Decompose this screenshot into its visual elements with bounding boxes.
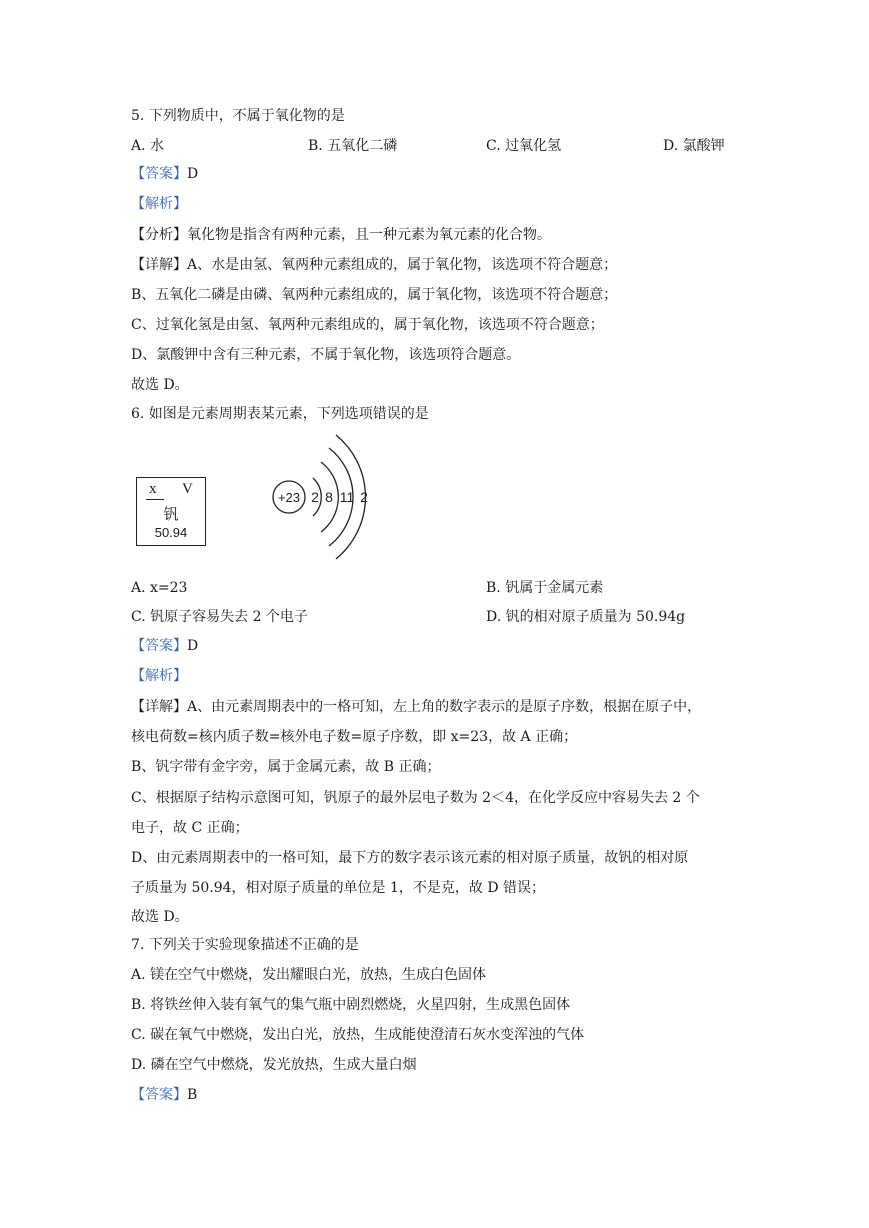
q5-option-c: C. 过氧化氢 — [486, 138, 562, 154]
q7-option-b: B. 将铁丝伸入装有氧气的集气瓶中剧烈燃烧，火星四射，生成黑色固体 — [131, 997, 571, 1013]
jiexi-tag: 【解析】 — [131, 668, 187, 684]
q6-detail-line: C、根据原子结构示意图可知，钒原子的最外层电子数为 2＜4，在化学反应中容易失去 2 个 — [131, 790, 700, 806]
analysis-tag: 【分析】 — [131, 227, 187, 243]
atomic-number: x — [149, 481, 157, 497]
q6-detail — [131, 697, 701, 717]
q6-conclusion: 故选 D。 — [131, 909, 189, 925]
jiexi-tag: 【解析】 — [131, 196, 187, 212]
q5-detail-line: C、过氧化氢是由氢、氧两种元素组成的，属于氧化物，该选项不符合题意； — [131, 317, 604, 333]
detail-text: A、由元素周期表中的一格可知，左上角的数字表示的是原子序数，根据在原子中， — [187, 699, 702, 715]
q5-detail-line: D、氯酸钾中含有三种元素，不属于氧化物，该选项符合题意。 — [131, 347, 521, 363]
q7-option-c: C. 碳在氧气中燃烧，发出白光，放热，生成能使澄清石灰水变浑浊的气体 — [131, 1027, 585, 1043]
q6-detail-line: 核电荷数=核内质子数=核外电子数=原子序数，即 x=23，故 A 正确； — [131, 729, 578, 745]
periodic-table-cell — [136, 477, 206, 546]
q5-jiexi — [131, 194, 187, 214]
shell-electron-count: 11 — [339, 489, 355, 505]
q5-analysis — [131, 225, 551, 245]
q7-option-d: D. 磷在空气中燃烧，发光放热，生成大量白烟 — [131, 1057, 417, 1073]
q6-option-c: C. 钒原子容易失去 2 个电子 — [131, 609, 308, 625]
answer-value: D — [187, 638, 199, 654]
answer-value: D — [187, 166, 199, 182]
q6-option-a: A. x=23 — [131, 580, 188, 596]
shell-electron-count: 2 — [360, 489, 368, 505]
q5-conclusion: 故选 D。 — [131, 377, 189, 393]
detail-text: A、水是由氢、氧两种元素组成的，属于氧化物，该选项不符合题意； — [187, 257, 618, 273]
q5-option-b: B. 五氧化二磷 — [308, 138, 398, 154]
q6-jiexi — [131, 666, 187, 686]
answer-tag: 【答案】 — [131, 166, 187, 182]
q6-stem: 6. 如图是元素周期表某元素，下列选项错误的是 — [131, 406, 429, 422]
answer-value: B — [187, 1087, 198, 1103]
q6-detail-line: B、钒字带有金字旁，属于金属元素，故 B 正确； — [131, 759, 441, 775]
answer-tag: 【答案】 — [131, 1087, 187, 1103]
q7-option-a: A. 镁在空气中燃烧，发出耀眼白光，放热，生成白色固体 — [131, 967, 487, 983]
q6-detail-line: 电子，故 C 正确； — [131, 820, 249, 836]
q6-option-b: B. 钒属于金属元素 — [486, 580, 604, 596]
atomic-number-underline — [146, 499, 164, 500]
q6-option-d: D. 钒的相对原子质量为 50.94g — [486, 609, 686, 625]
q5-stem: 5. 下列物质中，不属于氧化物的是 — [131, 108, 345, 124]
answer-tag: 【答案】 — [131, 638, 187, 654]
shell-electron-count: 8 — [325, 489, 333, 505]
element-name: 钒 — [163, 507, 179, 523]
q5-detail-line: B、五氧化二磷是由磷、氧两种元素组成的，属于氧化物，该选项不符合题意； — [131, 287, 618, 303]
analysis-text: 氧化物是指含有两种元素，且一种元素为氧元素的化合物。 — [187, 227, 551, 243]
q6-detail-line: 子质量为 50.94，相对原子质量的单位是 1，不是克，故 D 错误； — [131, 880, 546, 896]
q5-option-d: D. 氯酸钾 — [663, 138, 725, 154]
nucleus-charge: +23 — [277, 490, 301, 505]
detail-tag: 【详解】 — [131, 699, 187, 715]
q6-detail-line: D、由元素周期表中的一格可知，最下方的数字表示该元素的相对原子质量，故钒的相对原 — [131, 850, 689, 866]
element-symbol: V — [182, 481, 193, 497]
q5-option-a: A. 水 — [131, 138, 165, 154]
q5-detail — [131, 255, 617, 275]
atom-structure-diagram — [262, 430, 392, 570]
shell-electron-count: 2 — [311, 489, 319, 505]
q5-answer — [131, 164, 198, 184]
atomic-mass: 50.94 — [154, 525, 188, 540]
detail-tag: 【详解】 — [131, 257, 187, 273]
q6-answer — [131, 636, 198, 656]
q7-answer — [131, 1085, 197, 1105]
q7-stem: 7. 下列关于实验现象描述不正确的是 — [131, 937, 359, 953]
